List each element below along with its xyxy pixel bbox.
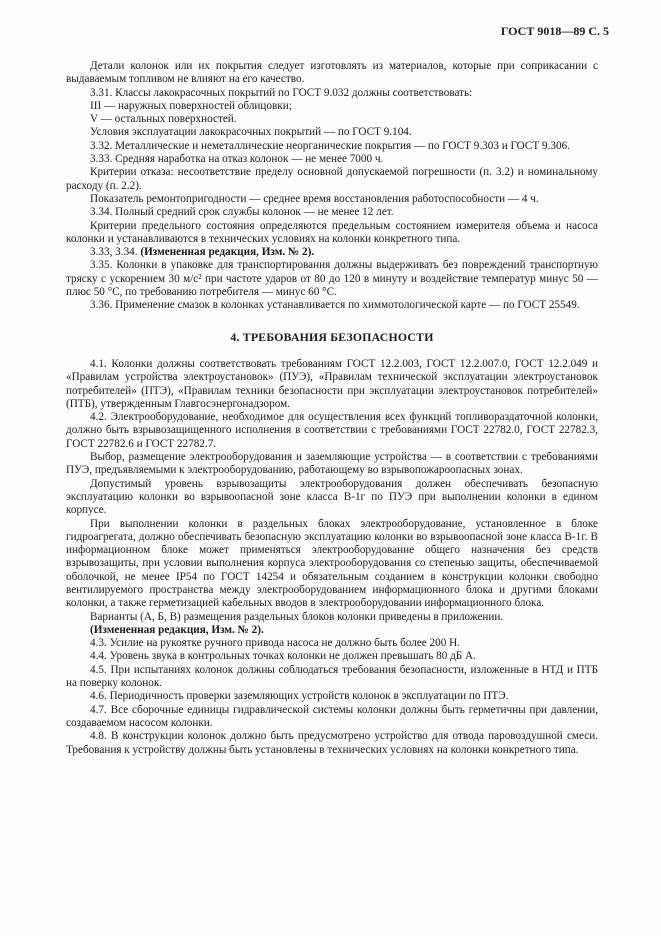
paragraph: Детали колонок или их покрытия следует изготовлять из материалов, которые при соприкасании с выдаваемым топливом не влияют на его качество. [66, 60, 598, 86]
amendment-label: (Измененная редакция, Изм. № 2). [90, 623, 264, 636]
paragraph: 4.4. Уровень звука в контрольных точках колонки не должен превышать 80 дБ А. [90, 650, 476, 663]
paragraph: Условия эксплуатации лакокрасочных покрытий — по ГОСТ 9.104. [90, 126, 412, 139]
page-header: ГОСТ 9018—89 С. 5 [500, 24, 609, 38]
paragraph: Критерии предельного состояния определяются предельным состоянием измерителя объема и насоса колонки и устанавливаются в технических условиях на колонки конкретного типа. [66, 219, 598, 245]
section-title: 4. ТРЕБОВАНИЯ БЕЗОПАСНОСТИ [230, 329, 434, 344]
paragraph: 4.6. Периодичность проверки заземляющих устройств колонок в эксплуатации по ПТЭ. [90, 690, 509, 703]
amendment-note [66, 246, 598, 259]
paragraph: 3.31. Классы лакокрасочных покрытий по ГОСТ 9.032 должны соответствовать: [90, 86, 473, 99]
paragraph: Допустимый уровень взрывозащиты электрооборудования должен обеспечивать безопасную эксплуатацию колонки во взрывоопасной зоне класса В-1г по ПУЭ при выполнении колонки в едином корпусе. [66, 477, 598, 517]
paragraph: При выполнении колонки в раздельных блоках электрооборудование, установленное в блоке гидроагрегата, должно обеспечивать безопасную эксплуатацию колонки во взрывоопасной зоне класса В-1г. В информационном блоке может применяться электрооборудование общего назначения без средств взрывозащиты, при условии выполнения корпуса электрооборудования со степенью защиты, обеспечиваемой оболочкой, не менее IP54 по ГОСТ 14254 и обязательным созданием в конструкции колонки свободно вентилируемого пространства между электрооборудованием информационного блока и другими блоками колонки, а также герметизацией кабельных вводов в электрооборудовании информационного блока. [66, 517, 598, 610]
paragraph: III — наружных поверхностей облицовки; [90, 99, 292, 112]
paragraph: 3.36. Применение смазок в колонках устанавливается по химмотологической карте — по ГОСТ 25549. [90, 299, 580, 312]
paragraph: Выбор, размещение электрооборудования и заземляющие устройства — в соответствии с требованиями ПУЭ, предъявляемыми к электрооборудованию, работающему во взрывопожароопасных зонах. [66, 451, 598, 477]
paragraph: 4.1. Колонки должны соответствовать требованиям ГОСТ 12.2.003, ГОСТ 12.2.007.0, ГОСТ 12.2.049 и «Правилам устройства электроустановок» (ПУЭ), «Правилам технической эксплуатации электроустановок потребителей» (ПТЭ), «Правилам техники безопасности при эксплуатации электроустановок потребителей» (ПТБ), утвержденным Главгосэнергонадзором. [66, 357, 598, 410]
clause-refs: 3.33, 3.34. [90, 246, 138, 259]
paragraph: 4.5. При испытаниях колонок должны соблюдаться требования безопасности, изложенные в НТД и ПТБ на поверку колонок. [66, 663, 598, 690]
paragraph: Критерии отказа: несоответствие пределу основной допускаемой погрешности (п. 3.2) и номинальному расходу (п. 2.2). [66, 166, 598, 192]
document-body [66, 60, 598, 757]
paragraph: 3.32. Металлические и неметаллические неорганические покрытия — по ГОСТ 9.303 и ГОСТ 9.306. [90, 139, 570, 152]
paragraph: V — остальных поверхностей. [90, 113, 237, 126]
paragraph: 3.33. Средняя наработка на отказ колонок — не менее 7000 ч. [90, 153, 384, 166]
paragraph: Варианты (А, Б, В) размещения раздельных блоков колонки приведены в приложении. [90, 610, 504, 623]
paragraph: 4.3. Усилие на рукоятке ручного привода насоса не должно быть более 200 Н. [90, 637, 461, 650]
paragraph: 3.35. Колонки в упаковке для транспортирования должны выдерживать без повреждений транспортную тряску с ускорением 30 м/с² при частоте ударов от 80 до 120 в минуту и воздействие температур минус 50 — плюс 50 °С, по требованию потребителя — минус 60 °С. [66, 259, 598, 299]
paragraph: 4.2. Электрооборудование, необходимое для осуществления всех функций топливораздаточной колонки, должно быть взрывозащищенного исполнения в соответствии с требованиями ГОСТ 22782.0, ГОСТ 22782.3, ГОСТ 22782.6 и ГОСТ 22782.7. [66, 411, 598, 450]
paragraph: 3.34. Полный средний срок службы колонок — не менее 12 лет. [90, 206, 394, 219]
paragraph: 4.7. Все сборочные единицы гидравлической системы колонки должны быть герметичны при давлении, создаваемом насосом колонки. [66, 703, 598, 729]
amendment-label: (Измененная редакция, Изм. № 2). [140, 246, 315, 259]
paragraph: Показатель ремонтопригодности — среднее время восстановления работоспособности — 4 ч. [90, 192, 539, 205]
paragraph: 4.8. В конструкции колонок должно быть предусмотрено устройство для отвода паровоздушной смеси. Требования к устройству должны быть установлены в технических условиях на колонки конкретного типа. [66, 730, 598, 756]
